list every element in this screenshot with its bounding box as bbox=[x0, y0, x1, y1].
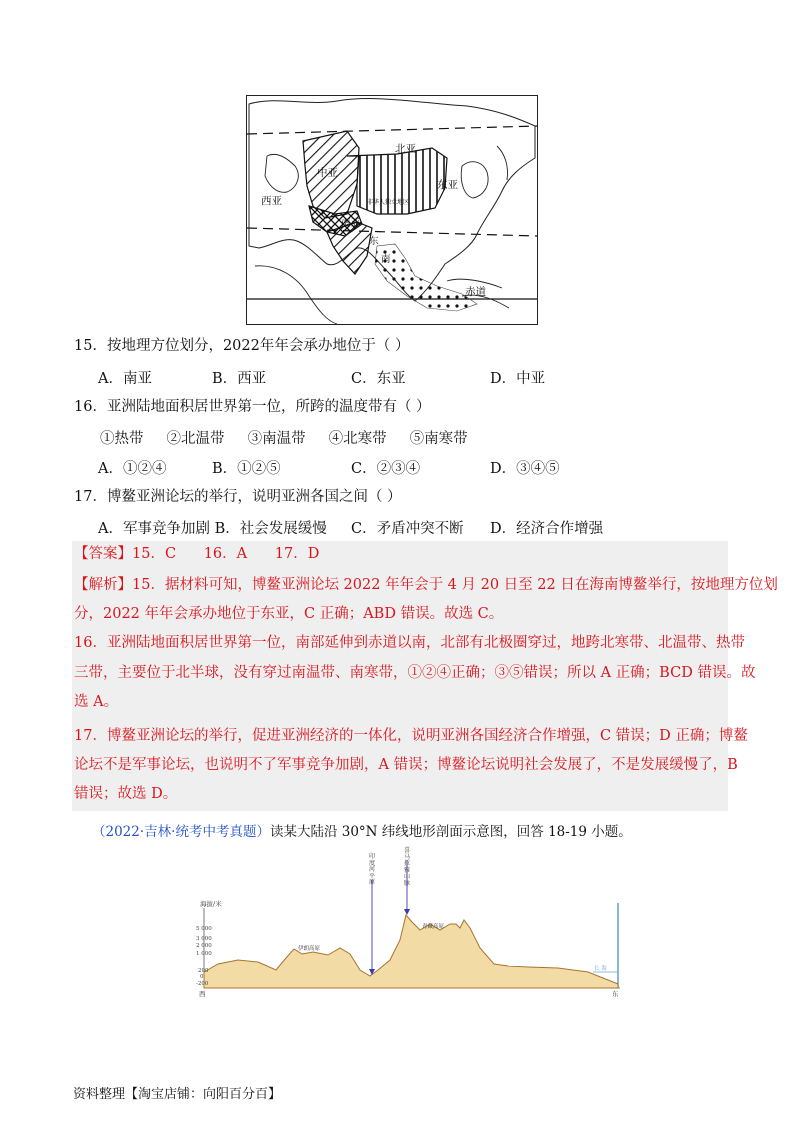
map-label-southeast-2: 南 bbox=[381, 254, 391, 265]
map-label-special: 非华人独立地区 bbox=[367, 199, 410, 206]
q15-option-c[interactable]: C．东亚 bbox=[351, 371, 406, 387]
asia-map-svg bbox=[247, 96, 537, 324]
q17-option-ab[interactable]: A．军事竞争加剧 B．社会发展缓慢 bbox=[98, 521, 327, 537]
q16-option-c[interactable]: C．②③④ bbox=[351, 461, 421, 477]
terrain-profile bbox=[198, 848, 628, 998]
map-label-west-asia: 西亚 bbox=[261, 195, 282, 207]
label-iran-plateau: 伊朗高原 bbox=[298, 946, 321, 952]
analysis-line-6: 17．博鳌亚洲论坛的举行，促进亚洲经济的一体化，说明亚洲各国经济合作增强，C 错误；D 正确；博鳌 bbox=[74, 728, 748, 744]
ytick-1000: 1 000 bbox=[196, 951, 212, 957]
q17-option-d[interactable]: D．经济合作增强 bbox=[490, 521, 604, 537]
ytick-2000: 2 000 bbox=[196, 943, 212, 949]
analysis-line-5: 选 A。 bbox=[74, 694, 119, 710]
question-17-stem: 17．博鳌亚洲论坛的举行，说明亚洲各国之间（ ） bbox=[74, 489, 402, 505]
analysis-line-1: 【解析】15．据材料可知，博鳌亚洲论坛 2022 年年会于 4 月 20 日至 22 日在海南博鳌举行，按地理方位划 bbox=[74, 577, 778, 593]
source-tag: （2022·吉林·统考中考真题） bbox=[92, 824, 270, 840]
map-label-central-asia: 中亚 bbox=[317, 167, 338, 179]
label-himalaya: 喜马拉雅山脉 bbox=[404, 847, 411, 887]
answer-line: 【答案】15．C 16．A 17．D bbox=[74, 546, 320, 562]
map-label-north-asia: 北亚 bbox=[395, 143, 416, 155]
label-indus-plain: 印度河平原 bbox=[369, 853, 376, 886]
label-west: 西 bbox=[199, 990, 206, 998]
ytick-3000: 3 000 bbox=[196, 936, 212, 942]
map-label-southeast-1: 东 bbox=[369, 236, 379, 247]
next-section-intro bbox=[92, 822, 632, 842]
q16-items: ①热带 ②北温带 ③南温带 ④北寒带 ⑤南寒带 bbox=[100, 431, 468, 447]
q17-option-c[interactable]: C．矛盾冲突不断 bbox=[351, 521, 464, 537]
q16-option-a[interactable]: A．①②④ bbox=[98, 461, 167, 477]
analysis-line-4: 三带，主要位于北半球，没有穿过南温带、南寒带，①②④正确；③⑤错误；所以 A 正确；BCD 错误。故 bbox=[74, 665, 756, 681]
analysis-line-8: 错误；故选 D。 bbox=[74, 786, 178, 802]
page-footer: 资料整理【淘宝店铺：向阳百分百】 bbox=[73, 1087, 282, 1102]
question-15-stem: 15．按地理方位划分，2022年年会承办地位于（ ） bbox=[74, 338, 410, 354]
terrain-profile-svg bbox=[198, 848, 628, 998]
ytick-minus-200: -200 bbox=[196, 981, 209, 987]
q15-option-d[interactable]: D．中亚 bbox=[490, 371, 546, 387]
q15-option-b[interactable]: B．西亚 bbox=[212, 371, 267, 387]
q16-option-b[interactable]: B．①②⑤ bbox=[212, 461, 281, 477]
question-16-stem: 16．亚洲陆地面积居世界第一位，所跨的温度带有（ ） bbox=[74, 399, 431, 415]
profile-ylabel: 海拔/米 bbox=[200, 900, 222, 908]
ytick-5000: 5 000 bbox=[196, 926, 212, 932]
analysis-line-3: 16．亚洲陆地面积居世界第一位，南部延伸到赤道以南，北部有北极圈穿过，地跨北寒带、北温带、热带 bbox=[74, 635, 745, 651]
label-east: 东 bbox=[612, 990, 619, 998]
label-coast: 长 海 bbox=[594, 966, 607, 972]
ytick-200: 200 bbox=[198, 968, 209, 974]
ytick-0: 0 bbox=[200, 974, 204, 980]
section-instruction: 读某大陆沿 30°N 纬线地形剖面示意图，回答 18-19 小题。 bbox=[269, 824, 632, 840]
map-label-east-asia: 东亚 bbox=[437, 179, 458, 191]
map-label-equator: 赤道 bbox=[465, 286, 486, 298]
analysis-line-7: 论坛不是军事论坛，也说明不了军事竞争加剧，A 错误；博鳌论坛说明社会发展了，不是发展缓慢了，B bbox=[74, 757, 738, 773]
q16-option-d[interactable]: D．③④⑤ bbox=[490, 461, 560, 477]
map-label-south-asia: 南亚 bbox=[341, 218, 361, 229]
analysis-line-2: 分，2022 年年会承办地位于东亚，C 正确；ABD 错误。故选 C。 bbox=[74, 606, 504, 622]
asia-map bbox=[246, 95, 538, 325]
label-tibet-plateau: 青藏高原 bbox=[422, 924, 445, 930]
q15-option-a[interactable]: A．南亚 bbox=[98, 371, 152, 387]
